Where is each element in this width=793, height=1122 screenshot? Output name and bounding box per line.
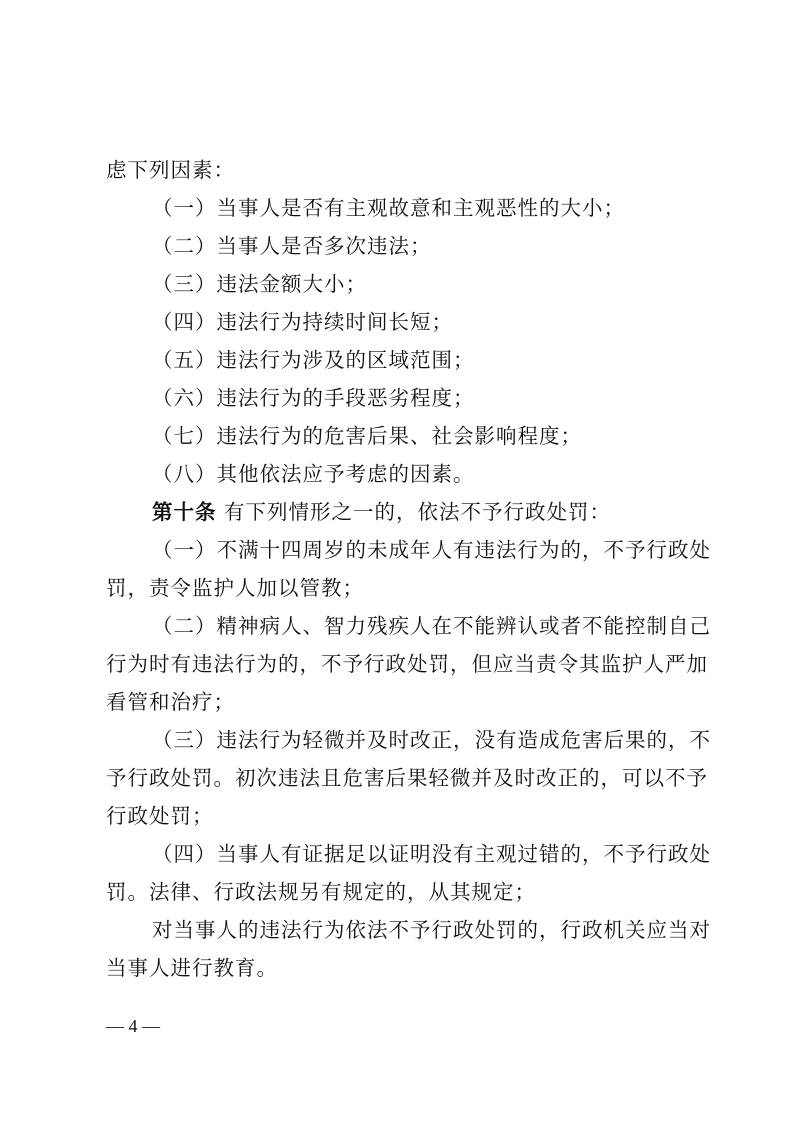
text-line: （五）违法行为涉及的区域范围； (152, 348, 475, 372)
text-line: 予行政处罚。初次违法且危害后果轻微并及时改正的，可以不予 (106, 766, 708, 790)
article-heading: 第十条 (152, 500, 217, 524)
text-line: 罚，责令监护人加以管教； (106, 576, 364, 600)
text-line: 当事人进行教育。 (106, 956, 278, 980)
text-line: （六）违法行为的手段恶劣程度； (152, 386, 475, 410)
text-line: 虑下列因素： (106, 158, 235, 182)
text-line: （七）违法行为的危害后果、社会影响程度； (152, 424, 582, 448)
article-line (106, 493, 696, 531)
text-line: 罚。法律、行政法规另有规定的，从其规定； (106, 880, 536, 904)
text-line: （二）精神病人、智力残疾人在不能辨认或者不能控制自己 (152, 614, 711, 638)
text-line: （二）当事人是否多次违法； (152, 234, 432, 258)
text-line: （三）违法行为轻微并及时改正，没有造成危害后果的，不 (152, 728, 711, 752)
text-line: （一）不满十四周岁的未成年人有违法行为的，不予行政处 (152, 538, 711, 562)
text-line: （四）违法行为持续时间长短； (152, 310, 453, 334)
text-line: 行为时有违法行为的，不予行政处罚，但应当责令其监护人严加 (106, 652, 708, 676)
document-body (106, 151, 711, 987)
article-text: 有下列情形之一的，依法不予行政处罚： (224, 500, 612, 524)
text-line: 行政处罚； (106, 804, 214, 828)
text-line: 看管和治疗； (106, 690, 235, 714)
text-line: （八）其他依法应予考虑的因素。 (152, 462, 475, 486)
text-line: （一）当事人是否有主观故意和主观恶性的大小； (152, 196, 625, 220)
text-line: （三）违法金额大小； (152, 272, 367, 296)
page-number: — 4 — (106, 1016, 160, 1036)
text-line: 对当事人的违法行为依法不予行政处罚的，行政机关应当对 (152, 918, 711, 942)
text-line: （四）当事人有证据足以证明没有主观过错的，不予行政处 (152, 842, 711, 866)
